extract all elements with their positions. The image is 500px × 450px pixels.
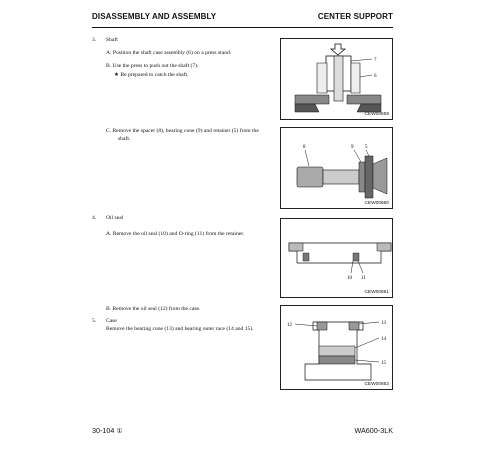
component-title: CENTER SUPPORT xyxy=(317,12,393,21)
step-3a-text: A. Position the shaft case assembly (6) on a press stand. xyxy=(106,50,232,56)
figure-shaft-press-code: CEW00659 xyxy=(364,112,389,117)
model-number: WA600-3LK xyxy=(354,426,393,435)
figure-shaft-press xyxy=(280,38,393,120)
figure-case-callout-bearing-cone: 13 xyxy=(381,321,386,326)
step-5-text: Remove the bearing cone (13) and bearing outer race (14 and 15). xyxy=(106,326,254,332)
figure-shaft-parts-callout-retainer: 5 xyxy=(365,145,368,150)
figure-shaft-press-callout-shaft: 7 xyxy=(374,58,377,63)
page-number: 30-104 ① xyxy=(92,426,123,435)
step-3b-text: B. Use the press to push out the shaft (7). xyxy=(106,63,199,69)
figure-shaft-parts-callout-spacer: 8 xyxy=(303,145,306,150)
step-5-number: 5. xyxy=(92,318,97,324)
figure-shaft-parts xyxy=(280,127,393,209)
page-header xyxy=(92,11,393,28)
figure-case xyxy=(280,305,393,390)
figure-retainer-code: CEW00661 xyxy=(364,290,389,295)
section-title: DISASSEMBLY AND ASSEMBLY xyxy=(92,12,217,21)
step-3-title: Shaft xyxy=(106,37,118,43)
step-4-title: Oil seal xyxy=(106,215,124,221)
figure-case-callout-outer-race-15: 15 xyxy=(381,361,386,366)
figure-case-callout-outer-race-14: 14 xyxy=(381,337,386,342)
step-4b-text: B. Remove the oil seal (12) from the case. xyxy=(106,306,201,312)
step-4a-text: A. Remove the oil seal (10) and O-ring (11) from the retainer. xyxy=(106,231,245,237)
step-3b-note: ★ Be prepared to catch the shaft. xyxy=(114,72,189,78)
figure-shaft-parts-callout-bearing: 9 xyxy=(351,145,354,150)
figure-retainer-callout-oil-seal: 10 xyxy=(347,276,352,281)
step-3c-text-cont: shaft. xyxy=(118,136,131,142)
step-4-number: 4. xyxy=(92,215,97,221)
figure-case-code: CEW00662 xyxy=(364,382,389,387)
figure-case-callout-oil-seal: 12 xyxy=(287,323,292,328)
figure-retainer xyxy=(280,218,393,298)
figure-case-drawing xyxy=(281,306,393,390)
step-3-number: 3. xyxy=(92,37,97,43)
figure-shaft-press-drawing xyxy=(281,39,393,120)
figure-shaft-parts-code: CEW00660 xyxy=(364,201,389,206)
figure-retainer-drawing xyxy=(281,219,393,298)
step-3c-text: C. Remove the spacer (8), bearing cone (9) and retainer (5) from the xyxy=(106,128,259,134)
figure-retainer-callout-oring: 11 xyxy=(361,276,366,281)
step-5-title: Case xyxy=(106,318,117,324)
figure-shaft-press-callout-case: 6 xyxy=(374,74,377,79)
figure-shaft-parts-drawing xyxy=(281,128,393,209)
